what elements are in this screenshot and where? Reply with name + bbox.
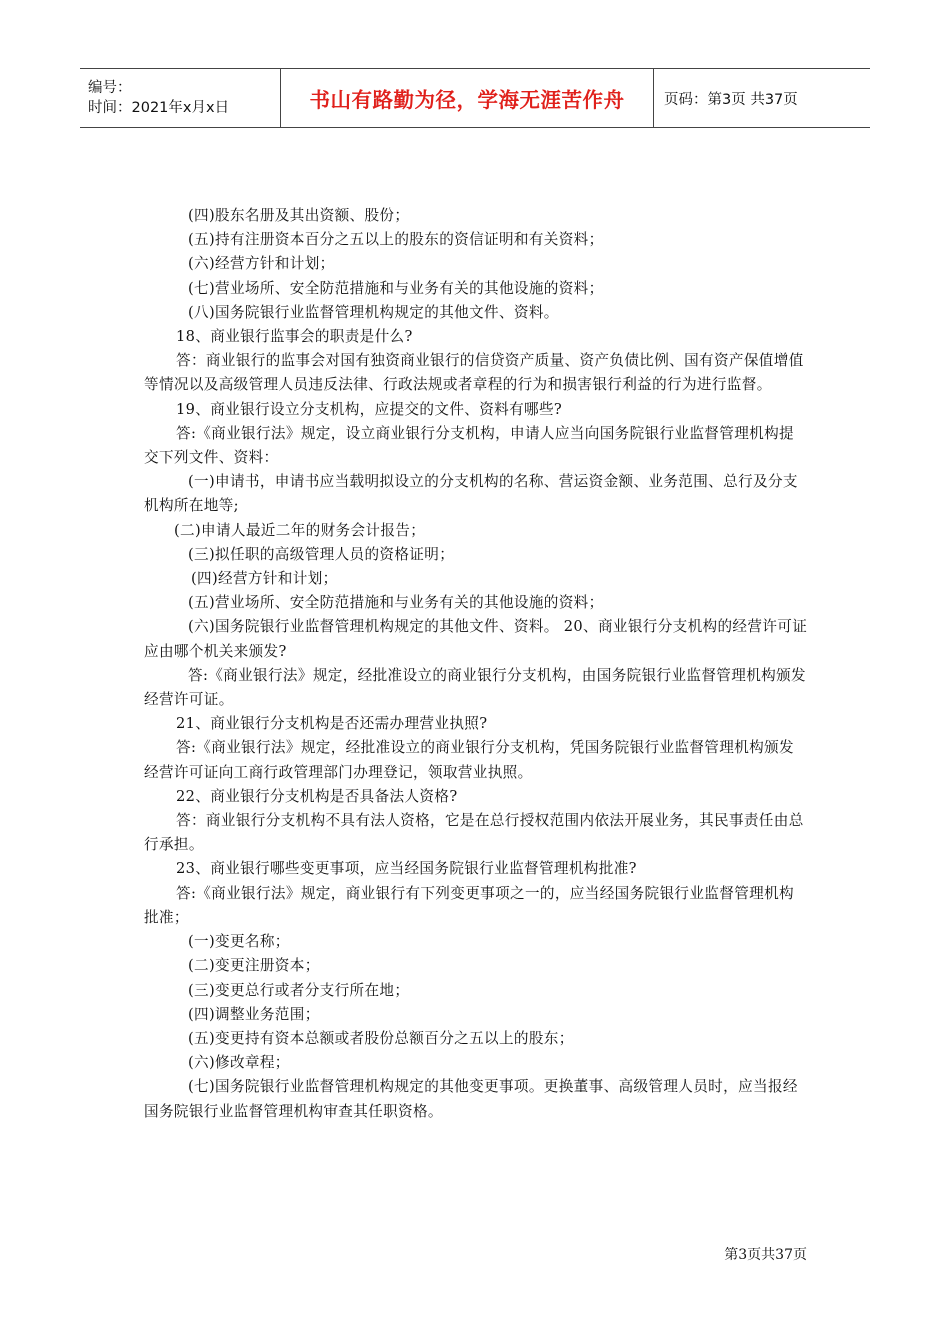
paragraph: (七)国务院银行业监督管理机构规定的其他变更事项。更换董事、高级管理人员时，应当报经国务院银行业监督管理机构审查其任职资格。 [144,1078,798,1120]
document-body [144,204,808,1124]
paragraph: (八)国务院银行业监督管理机构规定的其他文件、资料。 [188,303,559,321]
paragraph: (五)变更持有资本总额或者股份总额百分之五以上的股东； [188,1029,574,1047]
paragraph: (四)股东名册及其出资额、股份； [188,207,410,224]
page-header [80,68,870,128]
paragraph: (一)变更名称； [188,933,290,951]
document-date: 时间：2021年x月x日 [88,100,230,116]
paragraph: (二)申请人最近二年的财务会计报告； [174,521,426,539]
paragraph: (六)修改章程； [188,1054,290,1072]
header-motto: 书山有路勤为径，学海无涯苦作舟 [280,69,654,127]
paragraph: (二)变更注册资本； [188,957,320,975]
header-meta [80,69,280,127]
question-heading: 18、商业银行监事会的职责是什么? [176,328,413,346]
paragraph: (三)变更总行或者分支行所在地； [188,981,410,999]
header-page-info: 页码：第3页 共37页 [664,91,798,108]
answer-paragraph: 答:《商业银行法》规定，经批准设立的商业银行分支机构，凭国务院银行业监督管理机构颁发经营许可证向工商行政管理部门办理登记，领取营业执照。 [144,739,794,781]
answer-paragraph: 答:《商业银行法》规定，经批准设立的商业银行分支机构，由国务院银行业监督管理机构颁发经营许可证。 [144,666,806,709]
page-footer: 第3页共37页 [724,1247,807,1263]
paragraph: (五)持有注册资本百分之五以上的股东的资信证明和有关资料； [188,231,604,249]
paragraph: (一)申请书，申请书应当载明拟设立的分支机构的名称、营运资金额、业务范围、总行及分支机构所在地等; [144,473,798,515]
paragraph: (四)经营方针和计划； [191,570,338,588]
question-heading: 22、商业银行分支机构是否具备法人资格? [176,787,458,805]
paragraph: (六)经营方针和计划； [188,255,335,273]
answer-paragraph: 答:《商业银行法》规定，商业银行有下列变更事项之一的，应当经国务院银行业监督管理机构批准； [144,884,794,926]
document-number-label: 编号： [88,80,132,96]
paragraph: (五)营业场所、安全防范措施和与业务有关的其他设施的资料； [188,594,604,612]
question-heading: 23、商业银行哪些变更事项，应当经国务院银行业监督管理机构批准? [176,860,637,878]
answer-paragraph: 答：商业银行的监事会对国有独资商业银行的信贷资产质量、资产负债比例、国有资产保值增值等情况以及高级管理人员违反法律、行政法规或者章程的行为和损害银行利益的行为进行监督。 [144,352,804,394]
question-heading: 21、商业银行分支机构是否还需办理营业执照? [176,715,488,733]
answer-paragraph: 答:《商业银行法》规定，设立商业银行分支机构，申请人应当向国务院银行业监督管理机构提交下列文件、资料： [144,424,794,467]
paragraph: (七)营业场所、安全防范措施和与业务有关的其他设施的资料； [188,279,604,297]
paragraph: (三)拟任职的高级管理人员的资格证明； [188,545,455,563]
question-heading: 19、商业银行设立分支机构，应提交的文件、资料有哪些? [176,400,563,418]
answer-paragraph: 答：商业银行分支机构不具有法人资格，它是在总行授权范围内依法开展业务，其民事责任由总行承担。 [144,812,804,854]
paragraph: (四)调整业务范围； [188,1005,320,1023]
paragraph: (六)国务院银行业监督管理机构规定的其他文件、资料。 20、商业银行分支机构的经营许可证应由哪个机关来颁发? [144,618,808,660]
